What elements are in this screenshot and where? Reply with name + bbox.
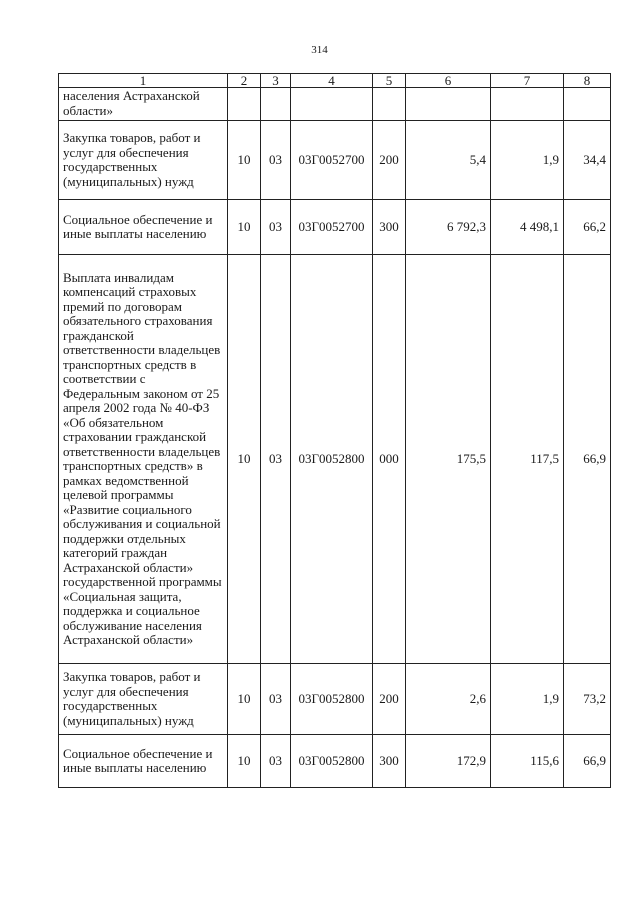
row-target-code: 03Г0052800 [291,735,373,788]
header-col-5: 5 [373,74,406,88]
row-planned: 5,4 [406,121,491,200]
page-number: 314 [311,44,328,56]
row-expense-type: 000 [373,255,406,664]
row-percent: 73,2 [564,664,611,735]
row-subsection: 03 [261,735,291,788]
row-target-code [291,88,373,121]
header-col-3: 3 [261,74,291,88]
table-row [59,200,611,255]
header-row [59,74,611,88]
row-name: Выплата инвалидам компенсаций страховых премий по договорам обязательного страхования гражданской ответственности владельцев транспортных средств в соответствии с Федеральным законом от 25 апреля 2002 года № 40-ФЗ «Об обязательном страховании гражданской ответственности владельцев транспортных средств» в рамках ведомственной целевой программы «Развитие социального обслуживания и социальной поддержки отдельных категорий граждан Астраханской области» государственной программы «Социальная защита, поддержка и социальное обслуживание населения Астраханской области» [59,255,228,664]
row-subsection: 03 [261,121,291,200]
row-subsection: 03 [261,200,291,255]
row-percent: 34,4 [564,121,611,200]
row-subsection: 03 [261,664,291,735]
row-expense-type [373,88,406,121]
row-percent [564,88,611,121]
row-subsection: 03 [261,255,291,664]
row-actual: 117,5 [491,255,564,664]
row-expense-type: 300 [373,735,406,788]
header-col-7: 7 [491,74,564,88]
table-row [59,664,611,735]
row-percent: 66,9 [564,735,611,788]
row-target-code: 03Г0052800 [291,255,373,664]
row-target-code: 03Г0052700 [291,200,373,255]
row-actual [491,88,564,121]
row-actual: 1,9 [491,121,564,200]
table-row [59,735,611,788]
row-section: 10 [228,200,261,255]
row-section: 10 [228,255,261,664]
row-name: Закупка товаров, работ и услуг для обеспечения государственных (муниципальных) нужд [59,664,228,735]
row-expense-type: 200 [373,121,406,200]
row-target-code: 03Г0052700 [291,121,373,200]
row-expense-type: 200 [373,664,406,735]
row-planned: 6 792,3 [406,200,491,255]
row-actual: 115,6 [491,735,564,788]
row-expense-type: 300 [373,200,406,255]
row-section: 10 [228,664,261,735]
row-percent: 66,9 [564,255,611,664]
row-name: Социальное обеспечение и иные выплаты населению [59,200,228,255]
row-planned: 172,9 [406,735,491,788]
row-name: Закупка товаров, работ и услуг для обеспечения государственных (муниципальных) нужд [59,121,228,200]
header-col-6: 6 [406,74,491,88]
row-section: 10 [228,121,261,200]
row-percent: 66,2 [564,200,611,255]
row-actual: 1,9 [491,664,564,735]
header-col-2: 2 [228,74,261,88]
row-actual: 4 498,1 [491,200,564,255]
row-planned: 2,6 [406,664,491,735]
table-row [59,88,611,121]
header-col-8: 8 [564,74,611,88]
row-target-code: 03Г0052800 [291,664,373,735]
row-section [228,88,261,121]
header-col-4: 4 [291,74,373,88]
row-name: населения Астраханской области» [59,88,228,121]
row-planned [406,88,491,121]
table-row [59,121,611,200]
row-planned: 175,5 [406,255,491,664]
row-section: 10 [228,735,261,788]
table-row [59,255,611,664]
budget-table [58,73,611,788]
header-col-1: 1 [59,74,228,88]
row-subsection [261,88,291,121]
row-name: Социальное обеспечение и иные выплаты населению [59,735,228,788]
